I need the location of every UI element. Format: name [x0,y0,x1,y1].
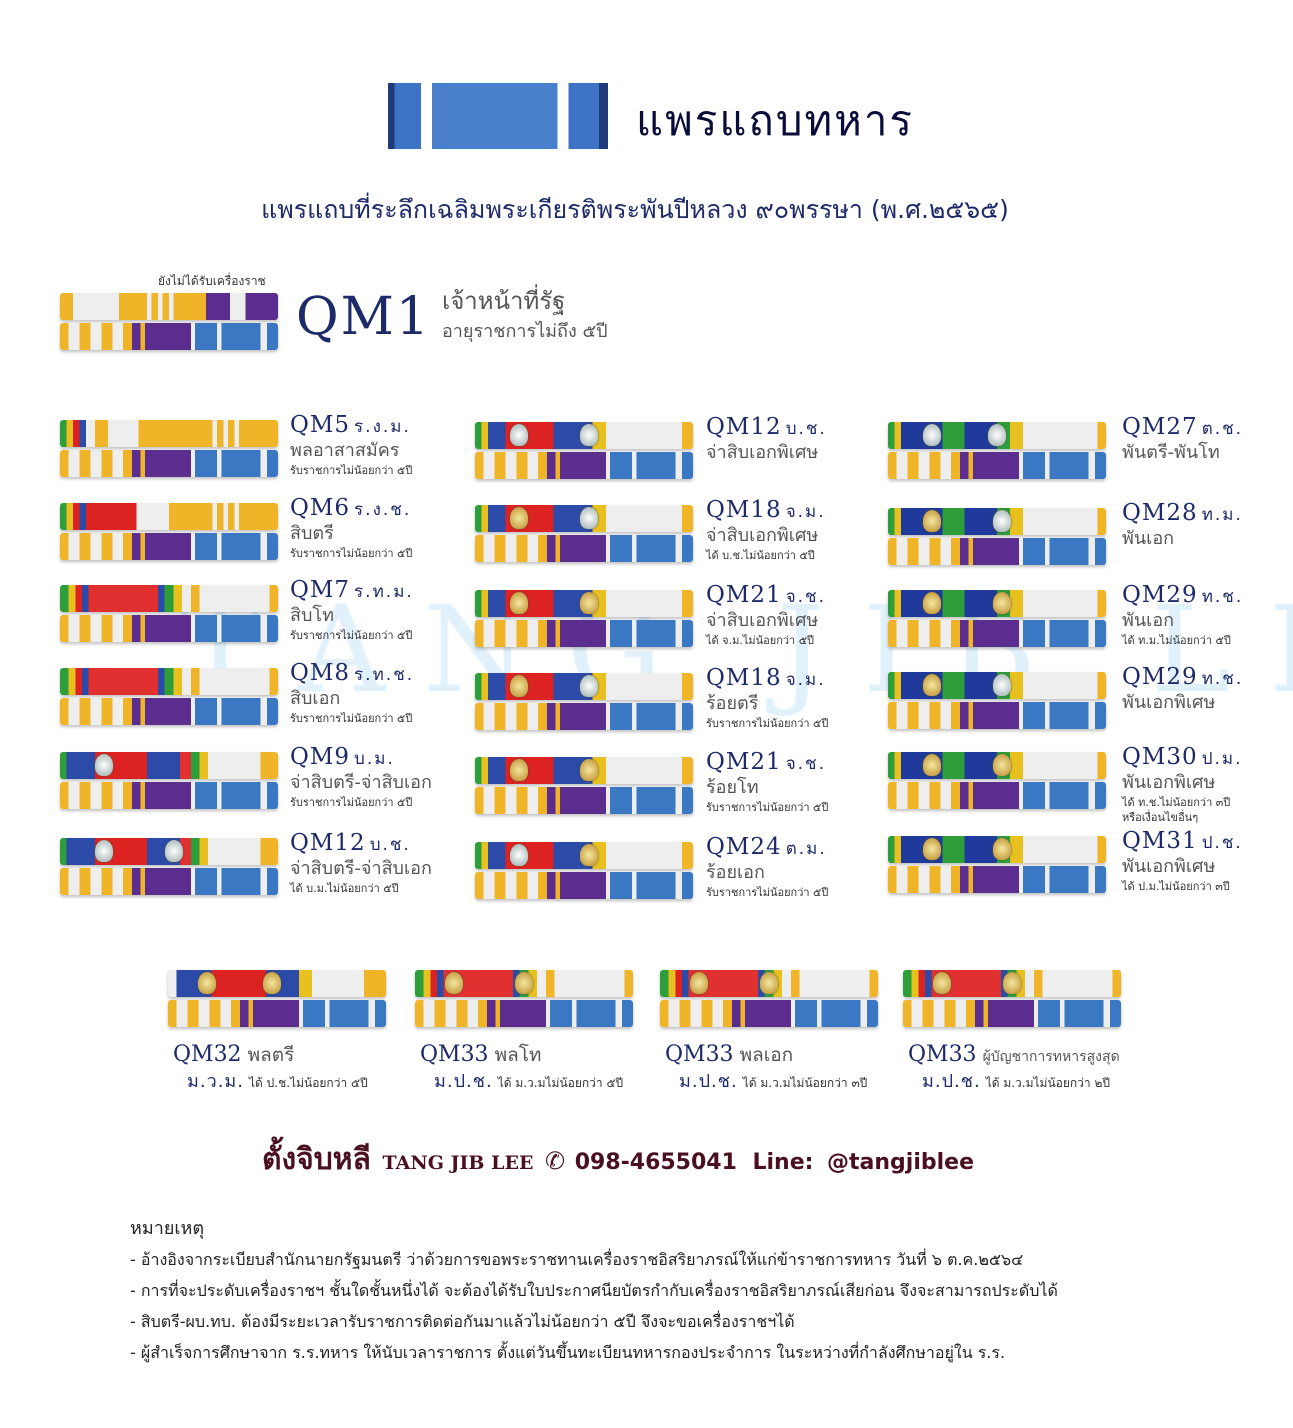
ribbon-bottom-row [415,1000,633,1027]
ribbon-bar [475,505,693,563]
page-title: แพรแถบทหาร [636,96,914,145]
ribbon-top-row [60,668,278,695]
ribbon-card [290,577,414,643]
contact-bar [262,1140,974,1184]
decoration-abbr: บ.ช. [369,835,411,855]
requirement-note: ได้ ท.ช.ไม่น้อยกว่า ๓ปี [1122,796,1231,809]
ribbon-code: QM33 [420,1042,489,1067]
decoration-abbr: จ.ช. [785,587,826,607]
medal-emblem-icon [993,838,1011,860]
medal-emblem-icon [263,972,281,994]
ribbon-card [665,1040,867,1094]
rank-label: สิบโท [290,605,334,626]
ribbon-card [420,1040,623,1094]
rank-label: ร้อยตรี [706,693,759,714]
ribbon-code: QM18 [706,665,782,691]
ribbon-bottom-row [60,868,278,895]
ribbon-bottom-row [888,782,1106,809]
decoration-abbr: ป.ช. [1201,833,1243,853]
ribbon-top-row [903,970,1121,997]
ribbon-top-row [475,757,693,784]
ribbon-top-row [475,590,693,617]
ribbon-bar [168,970,386,1028]
medal-emblem-icon [510,424,528,446]
ribbon-bottom-row [888,452,1106,479]
decoration-abbr: ต.ม. [785,839,827,859]
medal-emblem-icon [580,759,598,781]
remark-item: - อ้างอิงจากระเบียบสำนักนายกรัฐมนตรี ว่าด้วยการขอพระราชทานเครื่องราชอิสริยาภรณ์ให้แก่ข้าราชการทหาร วันที่ ๖ ต.ค.๒๕๖๔ [130,1250,1024,1269]
decoration-abbr: บ.ม. [354,749,395,769]
rank-label: พลโท [494,1044,542,1066]
medal-emblem-icon [580,507,598,529]
rank-label: พันเอกพิเศษ [1122,692,1216,713]
ribbon-bottom-row [475,620,693,647]
brand-th: ตั้งจิบหลี [262,1142,371,1177]
ribbon-card [706,582,826,648]
medal-emblem-icon [923,424,941,446]
requirement-note: รับราชการไม่น้อยกว่า ๕ปี [290,547,413,560]
rank-label: พันเอก [1122,528,1175,549]
decoration-abbr: ร.ท.ช. [354,665,415,685]
rank-label: พันเอกพิเศษ [1122,772,1216,793]
ribbon-bar [888,672,1106,730]
decoration-abbr: ท.ช. [1201,669,1244,689]
ribbon-bottom-row [475,535,693,562]
ribbon-code: QM21 [706,582,782,608]
ribbon-card [908,1040,1120,1094]
ribbon-bottom-row [60,782,278,809]
ribbon-top-row [475,673,693,700]
medal-emblem-icon [923,592,941,614]
ribbon-code: QM7 [290,577,351,603]
ribbon-card [706,834,828,900]
requirement-note: ได้ จ.ม.ไม่น้อยกว่า ๕ปี [706,634,815,647]
qm1-ribbon [60,293,278,351]
requirement-note: รับราชการไม่น้อยกว่า ๕ปี [706,886,829,899]
ribbon-top-row [168,970,386,997]
medal-emblem-icon [993,510,1011,532]
ribbon-top-row [415,970,633,997]
rank-label: พันเอก [1122,610,1175,631]
medal-emblem-icon [510,675,528,697]
ribbon-top-row [60,752,278,779]
decoration-abbr: ท.ช. [1201,587,1244,607]
ribbon-bottom-row [475,452,693,479]
ribbon-top-row [475,842,693,869]
ribbon-bar [888,752,1106,810]
ribbon-bottom-row [903,1000,1121,1027]
ribbon-code: QM33 [665,1042,734,1067]
remark-item: - ผู้สำเร็จการศึกษาจาก ร.ร.ทหาร ให้นับเวลาราชการ ตั้งแต่วันขึ้นทะเบียนทหารกองประจำการ ในระหว่างที่กำลังศึกษาอยู่ใน ร.ร. [130,1343,1006,1362]
ribbon-code: QM32 [173,1042,242,1067]
ribbon-card [706,749,828,815]
medal-emblem-icon [165,840,183,862]
ribbon-card [706,497,826,563]
medal-emblem-icon [445,972,463,994]
medal-emblem-icon [923,674,941,696]
line-id[interactable]: @tangjiblee [827,1150,975,1175]
ribbon-bottom-row [888,620,1106,647]
medal-emblem-icon [690,972,708,994]
ribbon-bottom-row [475,703,693,730]
ribbon-bottom-row [60,450,278,477]
requirement-note: รับราชการไม่น้อยกว่า ๕ปี [290,712,413,725]
ribbon-code: QM9 [290,744,351,770]
rank-label: จ่าสิบเอกพิเศษ [706,442,819,463]
ribbon-code: QM12 [290,830,366,856]
requirement-note: ได้ ม.ว.มไม่น้อยกว่า ๓ปี [742,1076,868,1090]
ribbon-bar [660,970,878,1028]
rank-label: จ่าสิบเอกพิเศษ [706,525,819,546]
ribbon-bottom-row [888,866,1106,893]
ribbon-bottom-row [475,872,693,899]
ribbon-top-row [60,585,278,612]
ribbon-bar [475,757,693,815]
decoration-abbr: ร.ท.ม. [354,582,414,602]
medal-emblem-icon [510,592,528,614]
medal-emblem-icon [580,424,598,446]
medal-emblem-icon [580,844,598,866]
ribbon-bar [475,422,693,480]
ribbon-bottom-row [168,1000,386,1027]
decoration-abbr: ป.ม. [1201,749,1243,769]
ribbon-card [1122,500,1243,551]
ribbon-bottom-row [660,1000,878,1027]
ribbon-top-row [888,752,1106,779]
ribbon-code: QM12 [706,414,782,440]
rank-label: จ่าสิบตรี-จ่าสิบเอก [290,772,432,793]
ribbon-card [290,412,412,478]
ribbon-bar [475,590,693,648]
requirement-note: ได้ ม.ว.มไม่น้อยกว่า ๒ปี [985,1076,1110,1090]
rank-label: พันตรี-พันโท [1122,442,1220,463]
ribbon-card [1122,664,1243,715]
header-ribbon-icon [388,83,608,149]
decoration-abbr: ต.ช. [1201,419,1244,439]
medal-emblem-icon [95,840,113,862]
ribbon-bottom-row [60,698,278,725]
rank-label: พลเอก [739,1044,794,1066]
requirement-note: รับราชการไม่น้อยกว่า ๕ปี [706,717,829,730]
ribbon-code: QM33 [908,1042,977,1067]
requirement-note: รับราชการไม่น้อยกว่า ๕ปี [290,464,413,477]
rank-label: พันเอกพิเศษ [1122,856,1216,877]
decoration-abbr: ม.ว.ม. [187,1071,245,1092]
ribbon-top-row [660,970,878,997]
line-label: Line: [752,1150,814,1175]
ribbon-bar [888,508,1106,566]
rank-label: พลตรี [247,1044,295,1066]
medal-emblem-icon [95,754,113,776]
ribbon-card [706,414,827,465]
medal-emblem-icon [580,592,598,614]
rank-label: ร้อยเอก [706,862,765,883]
ribbon-top-row [888,508,1106,535]
requirement-note: ได้ บ.ช.ไม่น้อยกว่า ๕ปี [706,549,815,562]
rank-label: สิบเอก [290,688,341,709]
ribbon-bar [475,842,693,900]
medal-emblem-icon [510,844,528,866]
medal-emblem-icon [923,510,941,532]
decoration-abbr: ร.ง.ช. [354,500,412,520]
ribbon-code: QM5 [290,412,351,438]
ribbon-bar [60,585,278,643]
ribbon-bottom-row [60,533,278,560]
ribbon-bar [888,590,1106,648]
medal-emblem-icon [988,424,1006,446]
medal-emblem-icon [993,754,1011,776]
remarks-title: หมายเหตุ [130,1218,205,1239]
requirement-note: รับราชการไม่น้อยกว่า ๕ปี [290,796,413,809]
decoration-abbr: บ.ช. [785,419,827,439]
decoration-abbr: จ.ช. [785,754,826,774]
rank-label: จ่าสิบตรี-จ่าสิบเอก [290,858,432,879]
decoration-abbr: ม.ป.ช. [679,1071,738,1092]
requirement-note: ได้ ป.ช.ไม่น้อยกว่า ๕ปี [249,1076,368,1090]
requirement-note: ได้ บ.ม.ไม่น้อยกว่า ๕ปี [290,882,399,895]
medal-emblem-icon [993,674,1011,696]
rank-label: สิบตรี [290,523,334,544]
ribbon-bar [415,970,633,1028]
ribbon-top-row [888,672,1106,699]
ribbon-card [1122,828,1243,894]
ribbon-card [173,1040,368,1094]
ribbon-bar [888,422,1106,480]
ribbon-code: QM21 [706,749,782,775]
ribbon-code: QM18 [706,497,782,523]
ribbon-top-row [60,838,278,865]
ribbon-code: QM31 [1122,828,1198,854]
qm1-note: ยังไม่ได้รับเครื่องราช [158,274,266,288]
requirement-note: รับราชการไม่น้อยกว่า ๕ปี [290,629,413,642]
ribbon-top-row [475,505,693,532]
ribbon-bottom-row [60,615,278,642]
ribbon-code: QM24 [706,834,782,860]
ribbon-card [290,495,412,561]
ribbon-top-row [60,420,278,447]
ribbon-code: QM29 [1122,664,1198,690]
ribbon-code: QM6 [290,495,351,521]
ribbon-top-row [888,422,1106,449]
ribbon-code: QM8 [290,660,351,686]
qm1-code: QM1 [296,287,431,347]
requirement-note: ได้ ท.ม.ไม่น้อยกว่า ๕ปี [1122,634,1231,647]
ribbon-bottom-row [888,538,1106,565]
ribbon-code: QM28 [1122,500,1198,526]
rank-label: จ่าสิบเอกพิเศษ [706,610,819,631]
ribbon-top-row [888,836,1106,863]
decoration-abbr: ม.ป.ช. [434,1071,493,1092]
ribbon-bar [888,836,1106,894]
rank-label: พลอาสาสมัคร [290,440,400,461]
medal-emblem-icon [198,972,216,994]
medal-emblem-icon [993,592,1011,614]
ribbon-top-row [60,503,278,530]
decoration-abbr: ร.ง.ม. [354,417,411,437]
medal-emblem-icon [510,759,528,781]
medal-emblem-icon [933,972,951,994]
requirement-note: ได้ ม.ว.มไม่น้อยกว่า ๕ปี [497,1076,624,1090]
ribbon-top-row [475,422,693,449]
ribbon-top-row [888,590,1106,617]
requirement-note: รับราชการไม่น้อยกว่า ๕ปี [706,801,829,814]
ribbon-bar [60,503,278,561]
brand-en: TANG JIB LEE [382,1152,534,1174]
decoration-abbr: จ.ม. [785,670,826,690]
medal-emblem-icon [580,675,598,697]
medal-emblem-icon [1003,972,1021,994]
qm1-rank: เจ้าหน้าที่รัฐ [442,287,566,315]
medal-emblem-icon [923,754,941,776]
ribbon-code: QM30 [1122,744,1198,770]
medal-emblem-icon [923,838,941,860]
phone-icon: ✆ [545,1147,566,1175]
medal-emblem-icon [510,507,528,529]
ribbon-bar [475,673,693,731]
ribbon-bar [60,838,278,896]
remarks [130,1218,1280,1373]
decoration-abbr: ม.ป.ช. [922,1071,981,1092]
ribbon-bar [60,752,278,810]
ribbon-card [1122,582,1243,648]
requirement-note: ได้ ป.ม.ไม่น้อยกว่า ๓ปี [1122,880,1230,893]
remark-item: - การที่จะประดับเครื่องราชฯ ชั้นใดชั้นหนึ่งได้ จะต้องได้รับใบประกาศนียบัตรกำกับเครื่องราชอิสริยาภรณ์เสียก่อน จึงจะสามารถประดับได้ [130,1281,1058,1300]
ribbon-card [1122,744,1243,825]
ribbon-bottom-row [475,787,693,814]
ribbon-bar [903,970,1121,1028]
subtitle: แพรแถบที่ระลึกเฉลิมพระเกียรติพระพันปีหลวง ๙๐พรรษา (พ.ศ.๒๕๖๕) [261,195,1009,224]
ribbon-card [1122,414,1243,465]
ribbon-bar [60,668,278,726]
ribbon-bottom-row [888,702,1106,729]
decoration-abbr: ท.ม. [1201,505,1243,525]
ribbon-card [290,660,414,726]
ribbon-card [290,744,432,810]
ribbon-card [290,830,432,896]
medal-emblem-icon [760,972,778,994]
qm1-sub: อายุราชการไม่ถึง ๕ปี [442,321,608,342]
phone-number[interactable]: 098-4655041 [574,1150,737,1175]
rank-label: ร้อยโท [706,777,759,798]
ribbon-code: QM27 [1122,414,1198,440]
remark-item: - สิบตรี-ผบ.ทบ. ต้องมีระยะเวลารับราชการติดต่อกันมาแล้วไม่น้อยกว่า ๕ปี จึงจะขอเครื่องราชฯได้ [130,1312,795,1331]
ribbon-bar [60,420,278,478]
rank-label: ผู้บัญชาการทหารสูงสุด [982,1049,1120,1065]
decoration-abbr: จ.ม. [785,502,826,522]
medal-emblem-icon [515,972,533,994]
ribbon-code: QM29 [1122,582,1198,608]
requirement-note-2: หรือเงื่อนไขอื่นๆ [1122,811,1199,824]
ribbon-card [706,665,828,731]
